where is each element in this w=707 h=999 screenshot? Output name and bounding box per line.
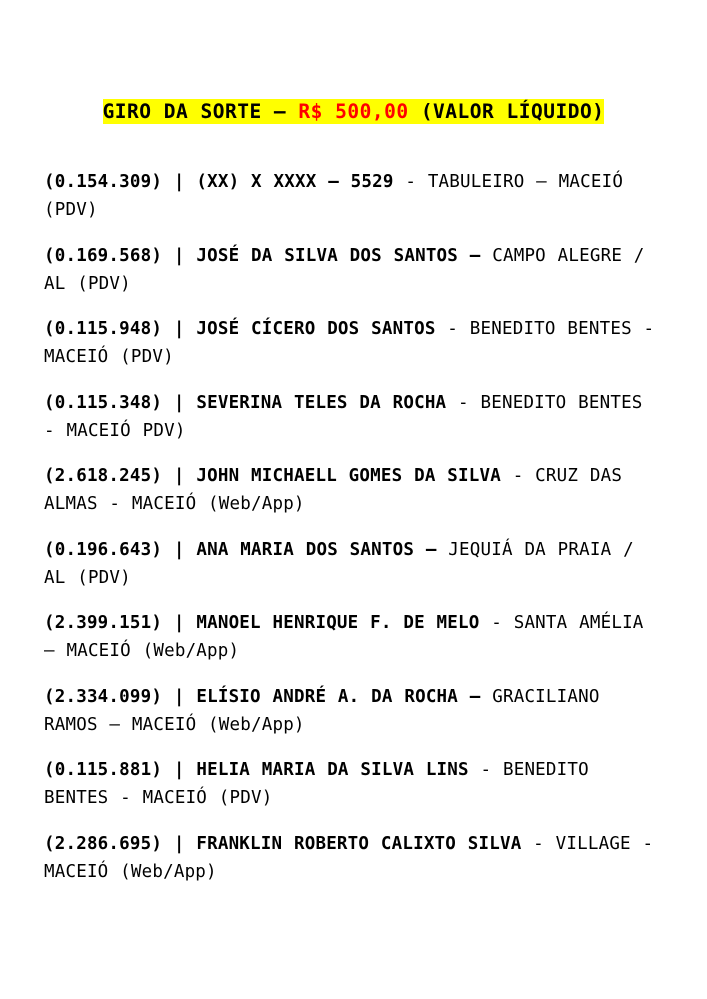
entry-separator: | bbox=[173, 392, 185, 413]
list-item bbox=[44, 683, 663, 739]
list-item bbox=[44, 536, 663, 592]
winner-list bbox=[44, 168, 663, 886]
title-part2: (VALOR LÍQUIDO) bbox=[408, 100, 605, 123]
entry-code: (2.399.151) bbox=[44, 613, 163, 633]
entry-separator: | bbox=[173, 245, 185, 266]
entry-place: CAMPO ALEGRE / AL (PDV) bbox=[44, 245, 645, 294]
entry-name: SEVERINA TELES DA ROCHA bbox=[196, 392, 447, 413]
entry-name: JOSÉ CÍCERO DOS SANTOS bbox=[196, 319, 436, 339]
entry-name: HELIA MARIA DA SILVA LINS bbox=[196, 760, 469, 780]
title-part1: GIRO DA SORTE – bbox=[102, 100, 299, 123]
list-item bbox=[44, 609, 663, 665]
entry-name: ANA MARIA DOS SANTOS – bbox=[196, 539, 437, 560]
entry-separator: | bbox=[173, 539, 185, 560]
entry-place: - CRUZ DAS ALMAS - MACEIÓ (Web/App) bbox=[44, 466, 623, 514]
entry-code: (0.115.348) bbox=[44, 392, 163, 413]
entry-name: MANOEL HENRIQUE F. DE MELO bbox=[196, 613, 480, 633]
list-item bbox=[44, 168, 663, 224]
title-amount: R$ 500,00 bbox=[298, 100, 409, 123]
entry-name: (XX) X XXXX – 5529 bbox=[196, 172, 394, 192]
entry-separator: | bbox=[173, 833, 185, 854]
entry-place: - BENEDITO BENTES - MACEIÓ (PDV) bbox=[44, 760, 589, 808]
entry-name: JOHN MICHAELL GOMES DA SILVA bbox=[196, 466, 501, 486]
entry-name: FRANKLIN ROBERTO CALIXTO SILVA bbox=[196, 833, 522, 854]
entry-name: ELÍSIO ANDRÉ A. DA ROCHA – bbox=[196, 686, 481, 707]
entry-place: GRACILIANO RAMOS – MACEIÓ (Web/App) bbox=[44, 686, 600, 735]
page-title bbox=[44, 96, 663, 128]
entry-separator: | bbox=[173, 466, 185, 486]
list-item bbox=[44, 830, 663, 886]
entry-code: (0.169.568) bbox=[44, 245, 163, 266]
list-item bbox=[44, 389, 663, 445]
title-highlight bbox=[103, 99, 605, 124]
entry-code: (0.115.881) bbox=[44, 760, 163, 780]
entry-separator: | bbox=[173, 172, 185, 192]
entry-code: (2.334.099) bbox=[44, 686, 163, 707]
list-item bbox=[44, 242, 663, 298]
entry-place: JEQUIÁ DA PRAIA / AL (PDV) bbox=[44, 539, 634, 588]
list-item bbox=[44, 315, 663, 371]
entry-place: - BENEDITO BENTES - MACEIÓ PDV) bbox=[44, 392, 643, 441]
list-item bbox=[44, 462, 663, 518]
entry-code: (0.196.643) bbox=[44, 539, 163, 560]
entry-code: (2.286.695) bbox=[44, 833, 163, 854]
entry-separator: | bbox=[173, 686, 185, 707]
entry-separator: | bbox=[173, 613, 185, 633]
entry-place: - TABULEIRO – MACEIÓ (PDV) bbox=[44, 172, 624, 220]
entry-place: - SANTA AMÉLIA – MACEIÓ (Web/App) bbox=[44, 613, 644, 661]
entry-code: (0.154.309) bbox=[44, 172, 163, 192]
entry-separator: | bbox=[173, 319, 185, 339]
list-item bbox=[44, 756, 663, 812]
entry-place: - VILLAGE - MACEIÓ (Web/App) bbox=[44, 833, 654, 882]
entry-separator: | bbox=[173, 760, 185, 780]
entry-name: JOSÉ DA SILVA DOS SANTOS – bbox=[196, 245, 481, 266]
entry-code: (0.115.948) bbox=[44, 319, 163, 339]
entry-code: (2.618.245) bbox=[44, 466, 163, 486]
entry-place: - BENEDITO BENTES - MACEIÓ (PDV) bbox=[44, 319, 655, 367]
